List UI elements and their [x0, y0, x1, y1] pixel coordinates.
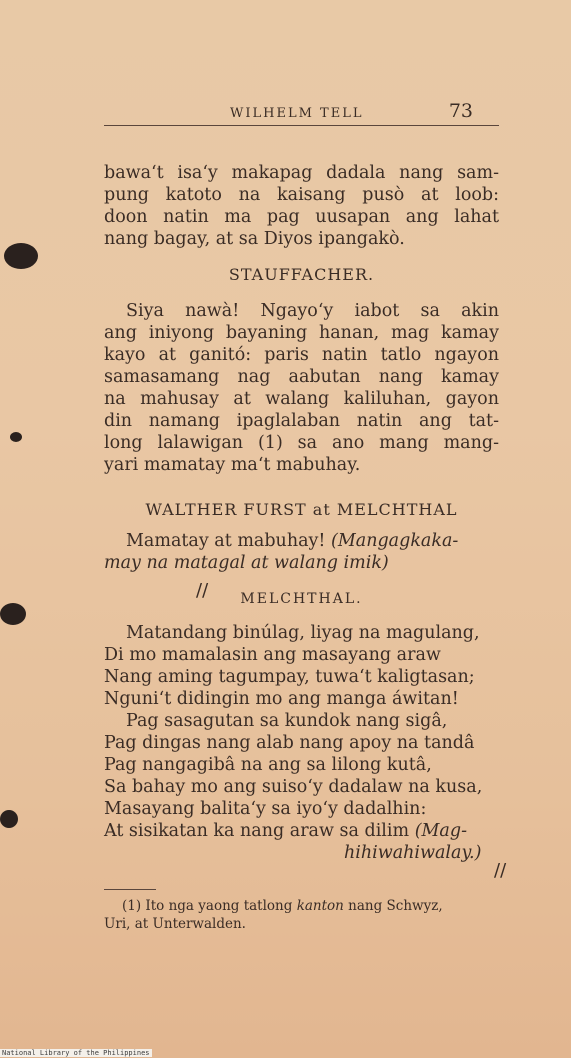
verse-line: Pag nangagibâ na ang sa lilong kutâ, — [104, 755, 432, 775]
text-line: din namang ipaglalaban natin ang tat- — [104, 411, 499, 431]
text-line: Siya nawà! Ngayo‘y iabot sa akin — [126, 301, 499, 321]
text-line — [104, 530, 499, 552]
stage-direction: may na matagal at walang imik) — [104, 553, 389, 573]
verse-line: Di mo mamalasin ang masayang araw — [104, 645, 441, 665]
header-rule — [104, 125, 499, 126]
speaker-heading: WALTHER FURST at MELCHTHAL — [145, 500, 458, 519]
paragraph-1 — [104, 162, 499, 250]
verse-line: Pag dingas nang alab nang apoy na tandâ — [104, 733, 475, 753]
speaker-heading: STAUFFACHER. — [228, 265, 375, 284]
verse-line: Masayang balita‘y sa iyo‘y dadalhin: — [104, 799, 427, 819]
verse-line: Nang aming tagumpay, tuwa‘t kaligtasan; — [104, 667, 475, 687]
footnote-italic: kanton — [296, 898, 344, 914]
verse-line — [104, 820, 499, 842]
text-line: nang bagay, at sa Diyos ipangakò. — [104, 229, 405, 249]
text-line: pung katoto na kaisang pusò at loob: — [104, 185, 499, 205]
verse-line: Matandang binúlag, liyag na magulang, — [126, 623, 480, 643]
stage-direction: (Mangagkaka- — [331, 531, 459, 551]
text-line: long lalawigan (1) sa ano mang mang- — [104, 433, 499, 453]
speaker-heading: MELCHTHAL. — [240, 591, 363, 607]
footnote-text: (1) Ito nga yaong tatlong — [122, 898, 293, 914]
verse-block — [104, 622, 499, 864]
verse-line: Pag sasagutan sa kundok nang sigâ, — [126, 711, 448, 731]
page-number: 73 — [448, 100, 473, 122]
paragraph-3 — [104, 530, 499, 574]
footnote-rule — [104, 889, 156, 890]
text-line: ang iniyong bayaning hanan, mag kamay — [104, 323, 499, 343]
text-line: bawa‘t isa‘y makapag dadala nang sam- — [104, 163, 499, 183]
binding-hole — [4, 243, 38, 269]
footnote-line: Uri, at Unterwalden. — [104, 916, 246, 932]
running-title: WILHELM TELL — [230, 106, 364, 121]
pencil-mark: // — [494, 860, 507, 881]
text-line: samasamang nag aabutan nang kamay — [104, 367, 499, 387]
paragraph-2 — [104, 300, 499, 476]
text-line: kayo at ganitó: paris natin tatlo ngayon — [104, 345, 499, 365]
line-text: Mamatay at mabuhay! — [126, 531, 326, 551]
text-line: doon natin ma pag uusapan ang lahat — [104, 207, 499, 227]
footnote — [104, 897, 504, 933]
line-text: At sisikatan ka nang araw sa dilim — [104, 821, 410, 841]
page-header — [104, 100, 499, 126]
footnote-line — [104, 897, 504, 915]
text-line: yari mamatay ma‘t mabuhay. — [104, 455, 361, 475]
stage-direction: (Mag- — [414, 821, 467, 841]
footnote-text: nang Schwyz, — [348, 898, 443, 914]
library-credit: National Library of the Philippines — [2, 1049, 150, 1057]
stage-direction: hihiwahiwalay.) — [344, 843, 482, 863]
binding-hole — [10, 432, 22, 442]
verse-line: Sa bahay mo ang suiso‘y dadalaw na kusa, — [104, 777, 483, 797]
text-line: na mahusay at walang kaliluhan, gayon — [104, 389, 499, 409]
pencil-mark: // — [196, 580, 209, 601]
binding-hole — [0, 603, 26, 625]
binding-hole — [0, 810, 18, 828]
verse-line: Nguni‘t didingin mo ang manga áwitan! — [104, 689, 459, 709]
